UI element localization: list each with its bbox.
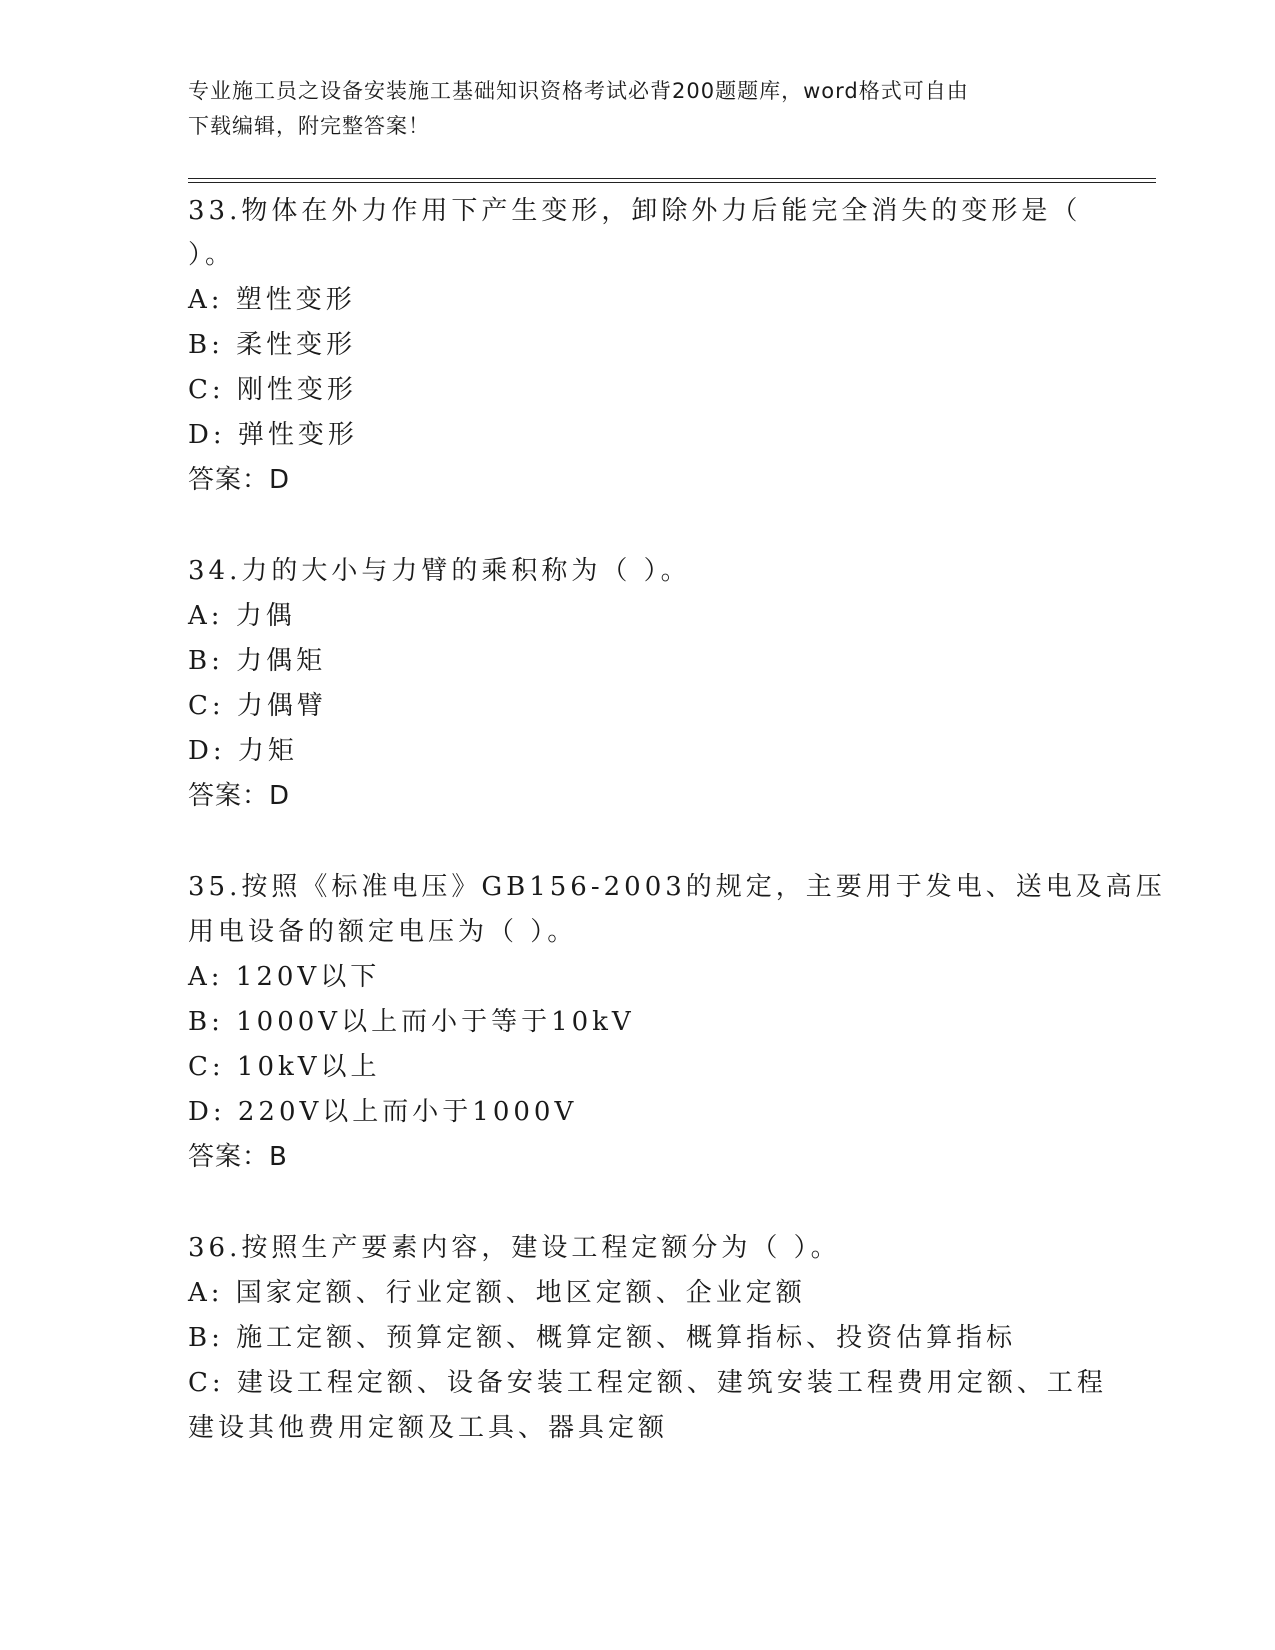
question-33-option-b: B: 柔性变形 bbox=[188, 330, 357, 360]
question-34-option-d: D: 力矩 bbox=[188, 736, 298, 766]
question-36-option-c-line-1: C: 建设工程定额、设备安装工程定额、建筑安装工程费用定额、工程 bbox=[188, 1368, 1107, 1398]
question-35-stem-line-2: 用电设备的额定电压为（ ）。 bbox=[188, 917, 578, 947]
question-35-option-a: A: 120V以下 bbox=[188, 962, 381, 992]
document-header bbox=[188, 74, 1068, 144]
question-34-option-c: C: 力偶臂 bbox=[188, 691, 327, 721]
question-36-option-b: B: 施工定额、预算定额、概算定额、概算指标、投资估算指标 bbox=[188, 1323, 1017, 1353]
header-divider-bottom bbox=[188, 182, 1156, 183]
question-33-option-a: A: 塑性变形 bbox=[188, 285, 356, 315]
question-36-option-c-line-2: 建设其他费用定额及工具、器具定额 bbox=[188, 1413, 669, 1443]
question-33-stem-line-1: 33.物体在外力作用下产生变形，卸除外力后能完全消失的变形是（ bbox=[188, 196, 1082, 226]
question-35-option-c: C: 10kV以上 bbox=[188, 1052, 381, 1082]
header-divider-top bbox=[188, 178, 1156, 179]
question-35-option-b: B: 1000V以上而小于等于10kV bbox=[188, 1007, 635, 1037]
question-34-option-a: A: 力偶 bbox=[188, 601, 296, 631]
question-35-stem-line-1: 35.按照《标准电压》GB156-2003的规定，主要用于发电、送电及高压 bbox=[188, 872, 1166, 902]
question-34-stem-line-1: 34.力的大小与力臂的乘积称为（ ）。 bbox=[188, 556, 691, 586]
question-34-answer: 答案：D bbox=[188, 781, 291, 811]
question-33-stem-line-2: ）。 bbox=[188, 240, 236, 270]
header-line-1: 专业施工员之设备安装施工基础知识资格考试必背200题题库，word格式可自由 bbox=[188, 79, 969, 103]
header-line-2: 下载编辑，附完整答案！ bbox=[188, 114, 430, 138]
question-36-option-a: A: 国家定额、行业定额、地区定额、企业定额 bbox=[188, 1278, 806, 1308]
question-33-option-c: C: 刚性变形 bbox=[188, 375, 357, 405]
question-33-option-d: D: 弹性变形 bbox=[188, 420, 358, 450]
question-35-answer: 答案：B bbox=[188, 1142, 288, 1172]
question-33-answer: 答案：D bbox=[188, 465, 291, 495]
question-36-stem-line-1: 36.按照生产要素内容，建设工程定额分为（ ）。 bbox=[188, 1233, 841, 1263]
question-35-option-d: D: 220V以上而小于1000V bbox=[188, 1097, 578, 1127]
question-34-option-b: B: 力偶矩 bbox=[188, 646, 327, 676]
